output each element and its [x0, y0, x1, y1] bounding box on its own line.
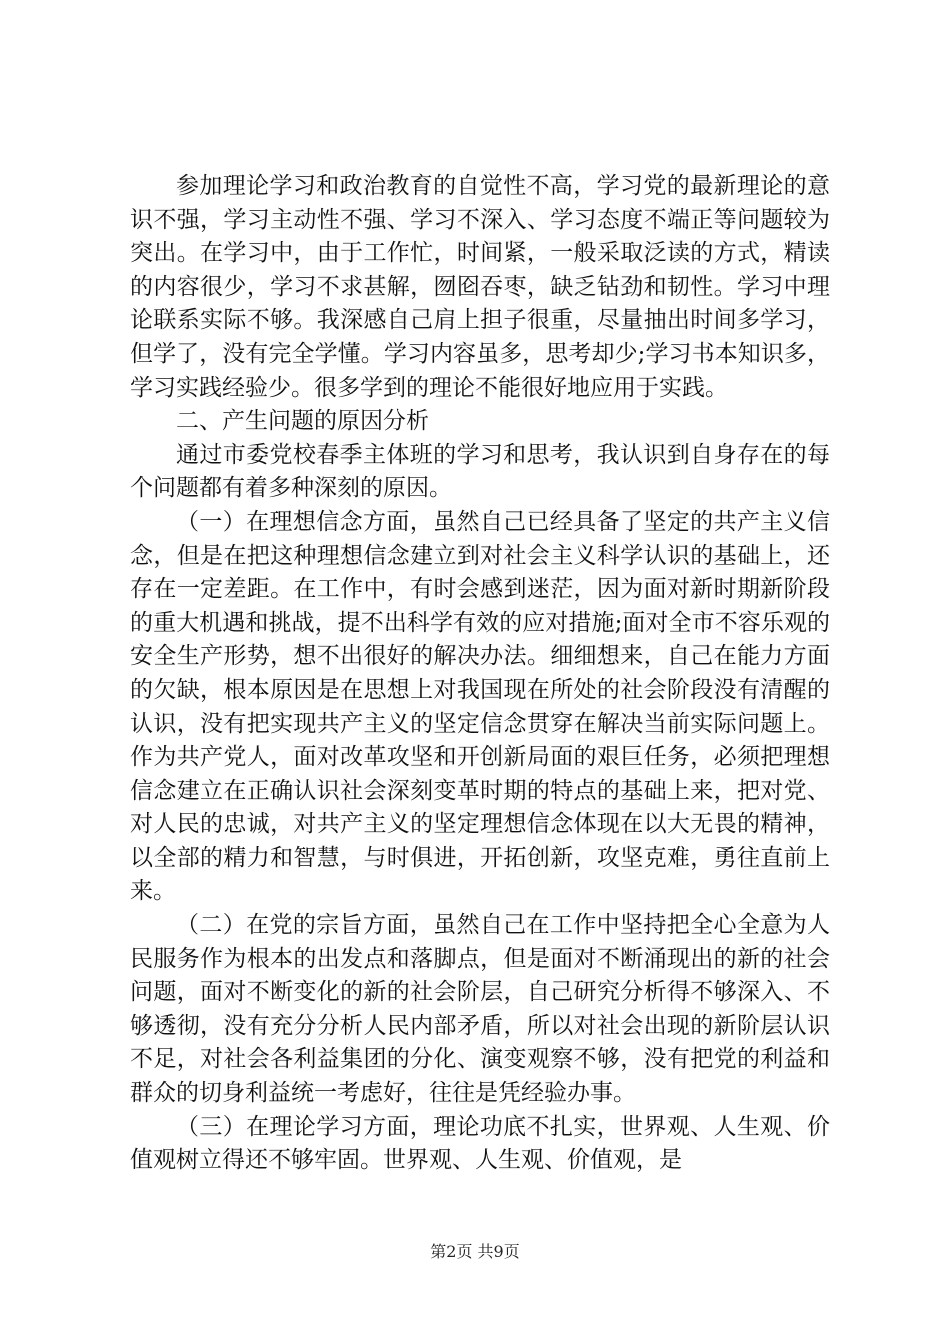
page-number: 第2页 共9页 [430, 1242, 520, 1261]
page-footer [0, 1242, 950, 1262]
paragraph-introduction: 通过市委党校春季主体班的学习和思考，我认识到自身存在的每个问题都有着多种深刻的原因。 [130, 441, 830, 502]
paragraph-study-problems: 参加理论学习和政治教育的自觉性不高，学习党的最新理论的意识不强，学习主动性不强、学习不深入、学习态度不端正等问题较为突出。在学习中，由于工作忙，时间紧，一般采取泛读的方式，精读的内容很少，学习不求甚解，囫囵吞枣，缺乏钻劲和韧性。学习中理论联系实际不够。我深感自己肩上担子很重，尽量抽出时间多学习，但学了，没有完全学懂。学习内容虽多，思考却少;学习书本知识多，学习实践经验少。很多学到的理论不能很好地应用于实践。 [130, 173, 830, 401]
section-heading-cause-analysis: 二、产生问题的原因分析 [176, 408, 429, 435]
paragraph-party-purpose: （二）在党的宗旨方面，虽然自己在工作中坚持把全心全意为人民服务作为根本的出发点和落脚点，但是面对不断涌现出的新的社会问题，面对不断变化的新的社会阶层，自己研究分析得不够深入、不够透彻，没有充分分析人民内部矛盾，所以对社会出现的新阶层认识不足，对社会各利益集团的分化、演变观察不够，没有把党的利益和群众的切身利益统一考虑好，往往是凭经验办事。 [130, 912, 830, 1107]
paragraph-ideals-beliefs: （一）在理想信念方面，虽然自己已经具备了坚定的共产主义信念，但是在把这种理想信念建立到对社会主义科学认识的基础上，还存在一定差距。在工作中，有时会感到迷茫，因为面对新时期新阶段的重大机遇和挑战，提不出科学有效的应对措施;面对全市不容乐观的安全生产形势，想不出很好的解决办法。细细想来，自己在能力方面的欠缺，根本原因是在思想上对我国现在所处的社会阶段没有清醒的认识，没有把实现共产主义的坚定信念贯穿在解决当前实际问题上。作为共产党人，面对改革攻坚和开创新局面的艰巨任务，必须把理想信念建立在正确认识社会深刻变革时期的特点的基础上来，把对党、对人民的忠诚，对共产主义的坚定理想信念体现在以大无畏的精神，以全部的精力和智慧，与时俱进，开拓创新，攻坚克难，勇往直前上来。 [130, 508, 830, 905]
body-text [130, 170, 830, 1178]
paragraph-theory-study: （三）在理论学习方面，理论功底不扎实，世界观、人生观、价值观树立得还不够牢固。世界观、人生观、价值观，是 [130, 1113, 830, 1174]
